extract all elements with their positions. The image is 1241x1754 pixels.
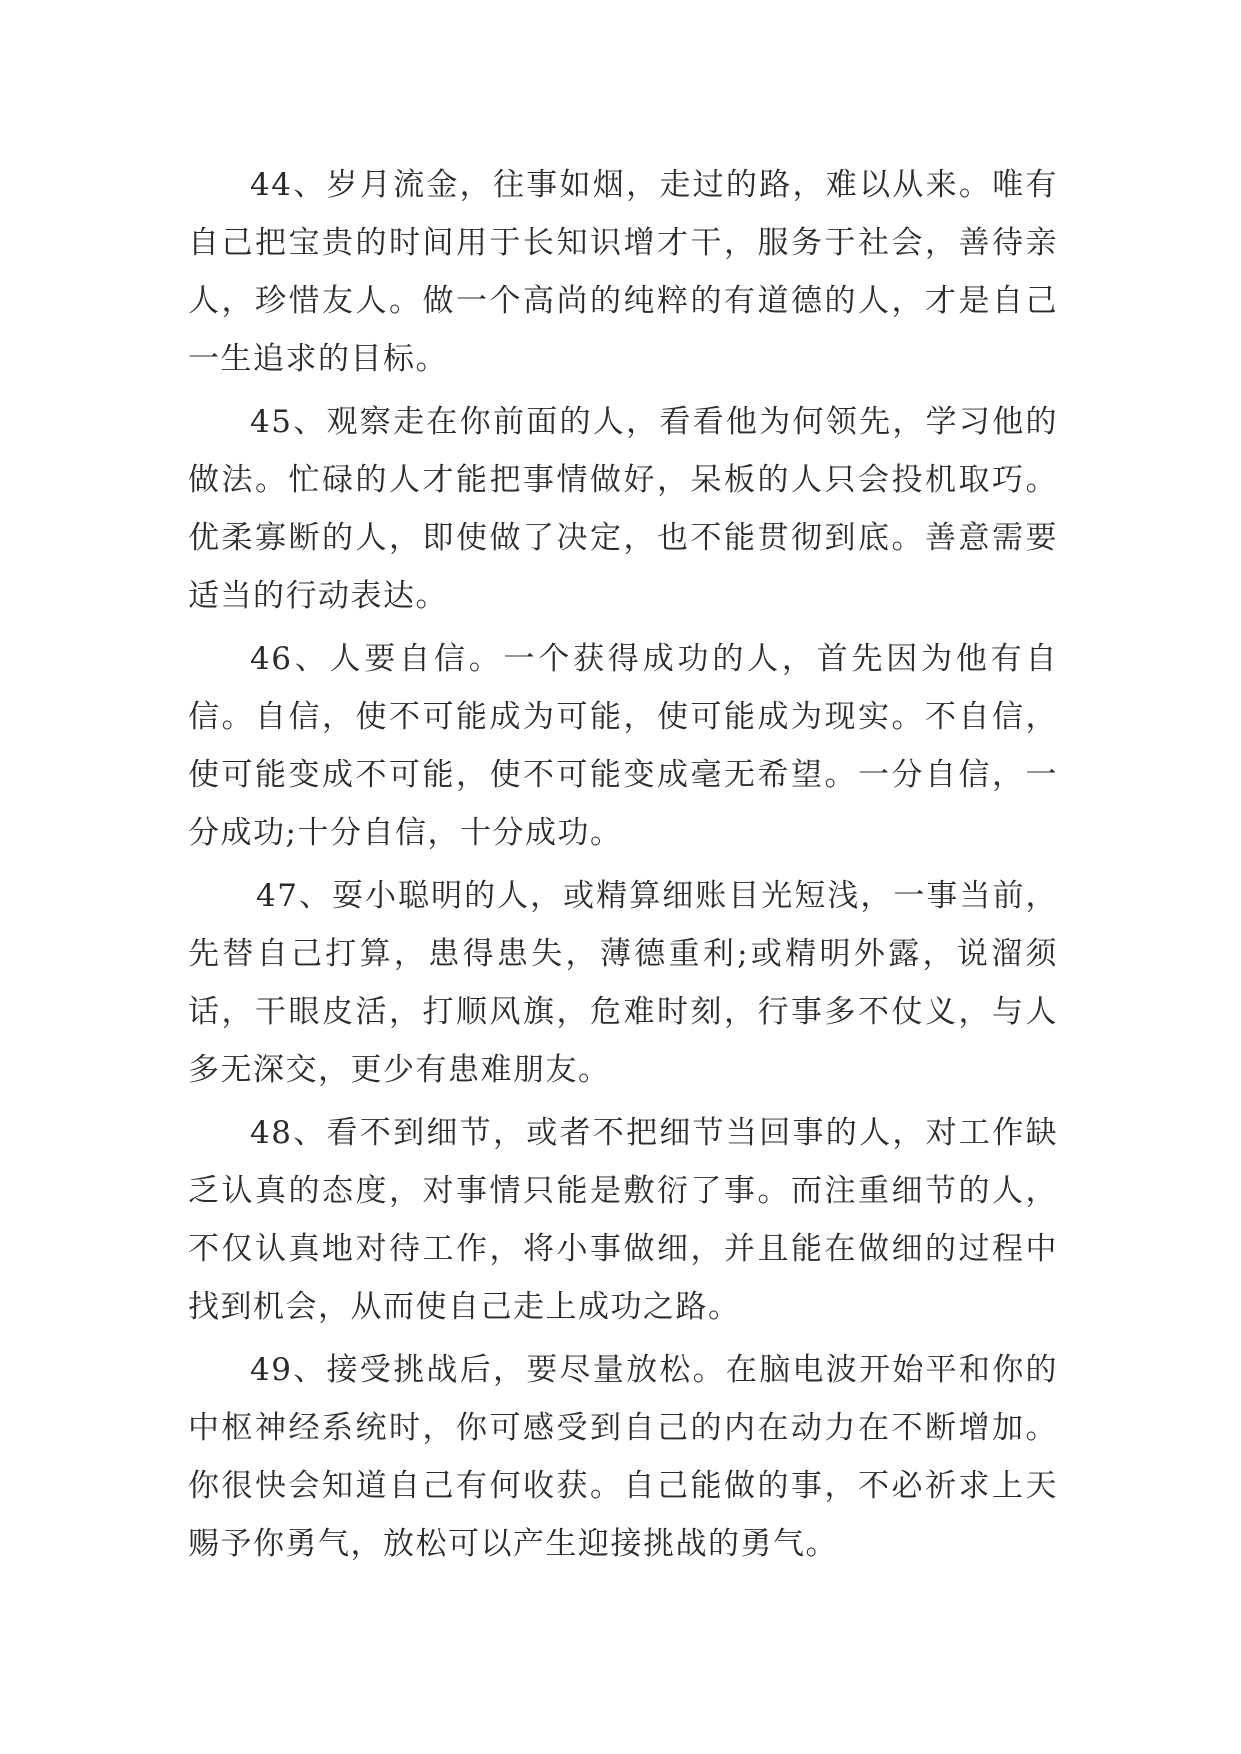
paragraph-48: 48、看不到细节，或者不把细节当回事的人，对工作缺乏认真的态度，对事情只能是敷衍了事。而注重细节的人，不仅认真地对待工作，将小事做细，并且能在做细的过程中找到机会，从而使自己走上成功之路。 bbox=[188, 1115, 1058, 1325]
paragraph-45: 45、观察走在你前面的人，看看他为何领先，学习他的做法。忙碌的人才能把事情做好，呆板的人只会投机取巧。优柔寡断的人，即使做了决定，也不能贯彻到底。善意需要适当的行动表达。 bbox=[188, 404, 1058, 614]
paragraph-47: 47、耍小聪明的人，或精算细账目光短浅，一事当前，先替自己打算，患得患失，薄德重利;或精明外露，说溜须话，干眼皮活，打顺风旗，危难时刻，行事多不仗义，与人多无深交，更少有患难朋友。 bbox=[188, 878, 1058, 1088]
document-body bbox=[188, 156, 1058, 1578]
paragraph-49: 49、接受挑战后，要尽量放松。在脑电波开始平和你的中枢神经系统时，你可感受到自己的内在动力在不断增加。你很快会知道自己有何收获。自己能做的事，不必祈求上天赐予你勇气，放松可以产生迎接挑战的勇气。 bbox=[188, 1352, 1058, 1562]
paragraph-46: 46、人要自信。一个获得成功的人，首先因为他有自信。自信，使不可能成为可能，使可能成为现实。不自信，使可能变成不可能，使不可能变成毫无希望。一分自信，一分成功;十分自信，十分成功。 bbox=[188, 641, 1058, 851]
paragraph-44: 44、岁月流金，往事如烟，走过的路，难以从来。唯有自己把宝贵的时间用于长知识增才干，服务于社会，善待亲人，珍惜友人。做一个高尚的纯粹的有道德的人，才是自己一生追求的目标。 bbox=[188, 167, 1058, 377]
